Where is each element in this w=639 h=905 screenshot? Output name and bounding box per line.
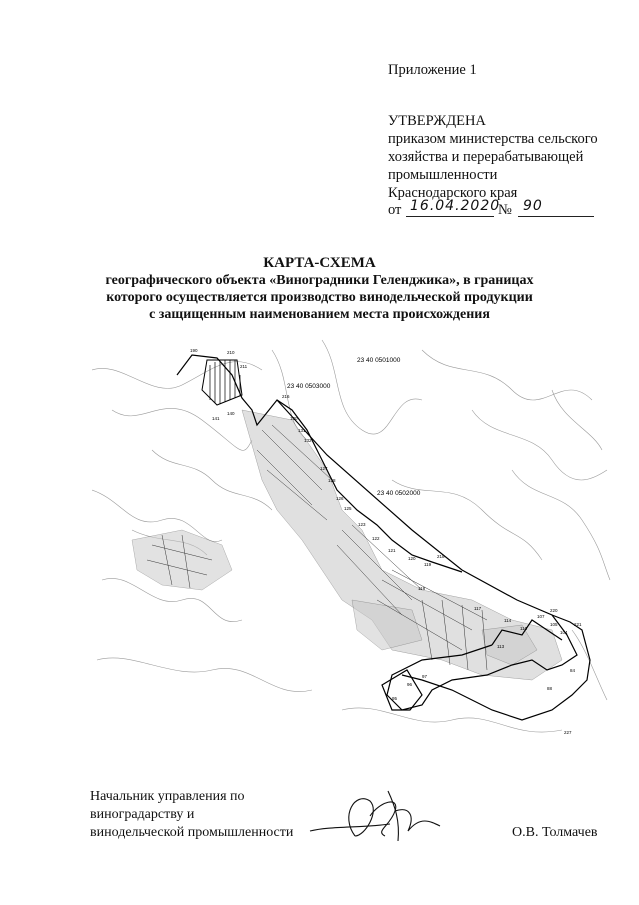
position-line-1: Начальник управления по (90, 789, 245, 804)
point-label: 190 (190, 348, 198, 353)
date-prefix: от (388, 202, 402, 218)
cadastral-label-2: 23 40 0503000 (287, 383, 331, 390)
point-label: 216 (282, 394, 290, 399)
point-label: 118 (418, 586, 426, 591)
point-label: 218 (437, 554, 445, 559)
order-line-2: хозяйства и перерабатывающей (388, 149, 584, 165)
point-label: 130 (290, 416, 298, 421)
number-underline (518, 216, 594, 217)
approved-label: УТВЕРЖДЕНА (388, 113, 486, 129)
document-title: КАРТА-СХЕМА (263, 255, 376, 271)
title-line-3: с защищенным наименованием места происхождения (149, 307, 490, 322)
point-label: 95 (392, 696, 398, 701)
date-value: 16.04.2020 (410, 198, 501, 214)
point-label: 97 (422, 674, 428, 679)
point-label: 119 (424, 562, 432, 567)
territory-map (92, 330, 612, 750)
point-label: 211 (240, 364, 248, 369)
point-label: 127 (320, 466, 328, 471)
point-label: 117 (474, 606, 482, 611)
point-label: 84 (570, 668, 576, 673)
appendix-label: Приложение 1 (388, 62, 477, 78)
position-line-2: виноградарству и (90, 807, 195, 822)
point-label: 132 (304, 438, 312, 443)
number-value: 90 (523, 198, 543, 214)
point-label: 110 (520, 626, 528, 631)
title-line-2: которого осуществляется производство винодельческой продукции (106, 290, 533, 305)
point-label: 123 (358, 522, 366, 527)
point-label: 114 (504, 618, 512, 623)
point-label: 128 (328, 478, 336, 483)
point-label: 227 (564, 730, 572, 735)
point-label: 113 (497, 644, 505, 649)
point-label: 104 (560, 630, 568, 635)
point-label: 122 (372, 536, 380, 541)
vineyard-hatched-area (202, 360, 242, 405)
point-label: 88 (547, 686, 553, 691)
cadastral-label-1: 23 40 0501000 (357, 357, 401, 364)
date-underline (406, 216, 494, 217)
point-label: 140 (227, 411, 235, 416)
handwritten-signature (300, 786, 450, 851)
point-label: 96 (407, 682, 413, 687)
point-label: 141 (212, 416, 220, 421)
signatory-name: О.В. Толмачев (512, 825, 598, 840)
point-label: 105 (550, 622, 558, 627)
point-label: 221 (574, 622, 582, 627)
order-line-1: приказом министерства сельского (388, 131, 598, 147)
point-label: 107 (537, 614, 545, 619)
point-label: 125 (344, 506, 352, 511)
urban-area-fill (132, 410, 562, 680)
order-line-3: промышленности (388, 167, 498, 183)
order-line-4: Краснодарского края (388, 185, 518, 201)
number-prefix: № (498, 202, 512, 218)
title-line-1: географического объекта «Виноградники Геленджика», в границах (105, 273, 534, 288)
point-label: 126 (336, 496, 344, 501)
position-line-3: винодельческой промышленности (90, 825, 294, 840)
point-label: 210 (227, 350, 235, 355)
point-label: 120 (408, 556, 416, 561)
cadastral-label-3: 23 40 0502000 (377, 490, 421, 497)
point-label: 131 (298, 428, 306, 433)
point-label: 220 (550, 608, 558, 613)
point-label: 121 (388, 548, 396, 553)
